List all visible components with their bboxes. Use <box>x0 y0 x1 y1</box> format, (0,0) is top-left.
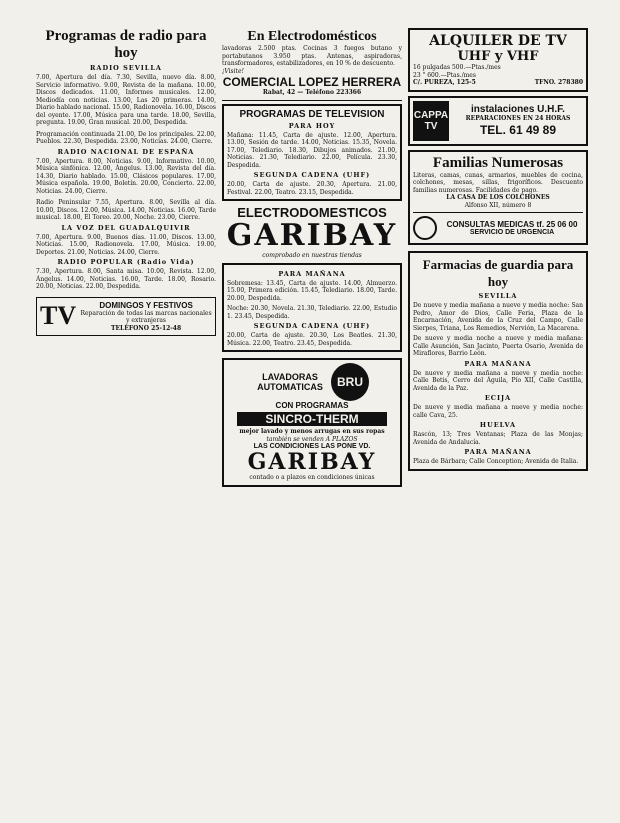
cappa-ad <box>408 96 588 146</box>
station-heading: RADIO NACIONAL DE ESPAÑA <box>57 147 195 156</box>
tv-repair-text: Reparación de todas las marcas nacionales y extranjeras <box>80 309 212 324</box>
rental-line: 16 pulgadas 500.—Ptas./mes <box>413 64 501 71</box>
rental-address: C/. PUREZA, 125-5 <box>413 79 476 86</box>
lavadoras-credit: también se venden A PLAZOS <box>266 435 358 443</box>
tv-text: Sobremesa: 13.45, Carta de ajuste. 14.00, Almuerzo. 15.00, Primera edición. 15.45, Telediario. 18.00, Tarde. 20.00, Despedida. <box>227 279 397 302</box>
radio-text: Radio Peninsular 7.55, Apertura. 8.00, Sevilla al día. 10.00, Discos. 12.00, Música. 14.00, Noticias. 16.00, Tarde musical. 18.00, El Toreo. 20.00, Noche. 23.00, Cierre. <box>36 199 216 221</box>
farmacias-box <box>408 251 588 471</box>
radio-text: 7.00, Apertura. 9.00, Buenos días. 11.00, Discos. 13.00, Noticias. 15.00, Radionovela. 17.00, Música. 19.00, Deportes. 21.00, Noticias. 24.00, Cierre. <box>36 233 216 256</box>
electro-cta: ¡Visite! <box>222 67 244 75</box>
lavadoras-text: mejor lavado y menos arrugas en sus ropas <box>239 428 385 435</box>
rental-title: ALQUILER DE TV <box>429 33 567 49</box>
tv-repair-ad <box>36 297 216 337</box>
medical-title: CONSULTAS MEDICAS <box>446 220 535 229</box>
medical-icon <box>413 216 437 240</box>
bru-logo: BRU <box>331 363 369 401</box>
electro-title: En Electrodomésticos <box>247 29 377 44</box>
electro-text: lavadoras 2.500 ptas. Cocinas 3 fuegos butano y portabutanos 3.950 ptas. Antenas, aspiradoras, transformadores, estabilizadores, en 10 % de descuento. <box>222 45 402 67</box>
farmacias-title: Farmacias de guardia para hoy <box>422 257 574 289</box>
familias-store: LA CASA DE LOS COLCHONES <box>446 194 550 201</box>
rental-sub: UHF y VHF <box>457 49 539 64</box>
garibay-slogan: comprobado en nuestras tiendas <box>262 252 362 259</box>
cappa-phone: TEL. 61 49 89 <box>479 122 557 137</box>
divider <box>222 100 402 101</box>
medical-phone: tf. 25 06 00 <box>536 220 578 229</box>
lavadoras-conditions: LAS CONDICIONES LAS PONE VD. <box>253 443 371 450</box>
city-heading: SEVILLA <box>478 292 518 300</box>
sincro-therm: SINCRO-THERM <box>237 412 387 426</box>
tv-repair-title: DOMINGOS Y FESTIVOS <box>99 300 193 310</box>
familias-title: Familias Numerosas <box>432 154 564 171</box>
tv-section: SEGUNDA CADENA (UHF) <box>253 322 371 330</box>
tv-tomorrow-box <box>222 263 402 353</box>
farmacias-text: Plaza de Bárbara; Calle Conception; Avenida de Italia. <box>413 458 579 465</box>
lavadoras-programs: CON PROGRAMAS <box>275 401 349 410</box>
tv-column <box>222 28 402 487</box>
tv-title: PROGRAMAS DE TELEVISION <box>239 108 385 120</box>
tv-repair-phone: TELÉFONO 25-12-48 <box>110 324 182 332</box>
cappa-sub: REPARACIONES EN 24 HORAS <box>465 115 571 123</box>
store-name: COMERCIAL LOPEZ HERRERA <box>222 75 402 89</box>
farmacias-text: De nueve y media mañana a nueve y media noche: San Pedro, Amor de Dios, Calle Feria, Plaza de la Encarnación, Avenida de la Cruz del Campo, Calle Sierpes, Triana, Los Remedios, Nervión, La Macarena. <box>413 302 583 332</box>
cappa-logo: CAPPA TV <box>413 101 449 141</box>
familias-address: Alfonso XII, número 8 <box>464 201 532 209</box>
tv-section: PARA MAÑANA <box>278 269 346 278</box>
farmacias-text: De nueve y media noche a nueve y media mañana: Calle Asunción, San Jacinto, Puerta Osario, Avenida de Miraflores, Barrio León. <box>413 335 583 357</box>
garibay-logo: GARIBAY <box>247 449 377 475</box>
medical-service: SERVICIO DE URGENCIA <box>469 229 555 236</box>
station-heading: LA VOZ DEL GUADALQUIVIR <box>61 223 191 232</box>
farmacias-text: De nueve y media mañana a nueve y media noche: calle Cava, 25. <box>413 404 583 419</box>
rental-line: 23 " 600.—Ptas./mes <box>413 71 476 79</box>
tv-text: Mañana: 11.45, Carta de ajuste. 12.00, Apertura. 13.00, Sesión de tarde. 14.00, Noticias. 15.35, Novela. 17.00, Telediario. 18.30, Dibujos animados. 21.00, Noticias. 21.30, Telediario. 22.00, Película. 23.30, Despedida. <box>227 131 397 169</box>
farmacias-section: PARA MAÑANA <box>464 448 532 456</box>
rental-phone: TFNO. 278380 <box>534 79 583 86</box>
tv-text: Noche: 20.30, Novela. 21.30, Telediario. 22.00, Estudio 1. 23.45, Despedida. <box>227 305 397 320</box>
tv-section: PARA HOY <box>288 121 336 130</box>
tv-section: SEGUNDA CADENA (UHF) <box>253 171 371 179</box>
familias-ad <box>408 150 588 246</box>
radio-title: Programas de radio para hoy <box>45 28 207 61</box>
lavadoras-foot: contado o a plazos en condiciones únicas <box>249 474 375 481</box>
farmacias-text: Rascón, 13; Tres Ventanas; Plaza de las Monjas; Avenida de Andalucía. <box>413 431 583 446</box>
radio-column <box>36 28 216 336</box>
tv-programs-box <box>222 104 402 202</box>
tv-text: 20.00, Carta de ajuste. 20.30, Apertura. 21.00, Festival. 22.00, Teatro. 23.15, Despedida. <box>227 181 397 196</box>
radio-text: 7.00, Apertura. 8.00, Noticias. 9.00, Informativo. 10.00, Música sinfónica. 12.00, Ángelus. 13.00, Revista del día. 14.30, Diario hablado. 15.00, Clásicos populares. 17.00, Música española. 19.00, Boletín. 20.00, Concierto. 22.00, Noticias. 24.00, Cierre. <box>36 157 216 195</box>
garibay-banner: ELECTRODOMESTICOS <box>237 205 387 220</box>
station-heading: RADIO SEVILLA <box>90 64 162 72</box>
electro-ad <box>222 28 402 97</box>
station-heading: RADIO POPULAR (Radio Vida) <box>57 258 195 266</box>
farmacias-text: De nueve y media mañana a nueve y media noche: Calle Betis, Cerro del Águila, Pío XII, Calle Castilla, Avenida de la Paz. <box>413 369 583 392</box>
cappa-title: instalaciones U.H.F. <box>471 104 565 116</box>
radio-text: Programación continuada 21.00, De los principales. 22.00, Pueblos. 22.30, Despedida. 23.00, Noticias. 24.00, Cierre. <box>36 130 216 145</box>
radio-text: 7.30, Apertura. 8.00, Santa misa. 10.00, Revista. 12.00, Ángelus. 14.00, Noticias. 16.00, Tarde. 18.00, Rosario. 20.00, Noticias. 22.00, Despedida. <box>36 268 216 290</box>
city-heading: HUELVA <box>479 421 517 429</box>
city-heading: ECIJA <box>484 394 512 402</box>
garibay-ad <box>222 205 402 260</box>
radio-text: 7.00, Apertura del día. 7.30, Sevilla, nuevo día. 8.00, Servicio informativo. 9.00, Revista de la mañana. 10.00, Discos dedicados. 11.00, Informes musicales. 12.00, Mediodía con noticias. 13.00, Las 20 primeras. 14.00, Diario hablado nacional. 15.00, Radionovela. 16.00, Discos del oyente. 17.00, Música para una tarde. 18.00, Sevilla, pregunta. 19.00, Gran musical. 20.00, Despedida. <box>36 74 216 126</box>
services-column <box>408 28 588 471</box>
garibay-logo: GARIBAY <box>226 218 398 253</box>
familias-text: Literas, camas, cunas, armarios, muebles de cocina, colchones, mesas, sillas, frigoríficos. Descuento familias numerosas. Facilidades de pago. <box>413 171 583 194</box>
tv-logo: TV <box>40 301 77 331</box>
store-address: Rabat, 42 — Teléfono 223366 <box>262 89 362 96</box>
tv-text: 20.00, Carta de ajuste. 20.30, Los Beatles. 21.30, Música. 22.00, Teatro. 23.45, Despedida. <box>227 332 397 347</box>
lavadoras-title: LAVADORAS AUTOMATICAS <box>257 372 323 392</box>
lavadoras-ad <box>222 358 402 487</box>
rental-ad <box>408 28 588 92</box>
farmacias-section: PARA MAÑANA <box>464 359 532 368</box>
